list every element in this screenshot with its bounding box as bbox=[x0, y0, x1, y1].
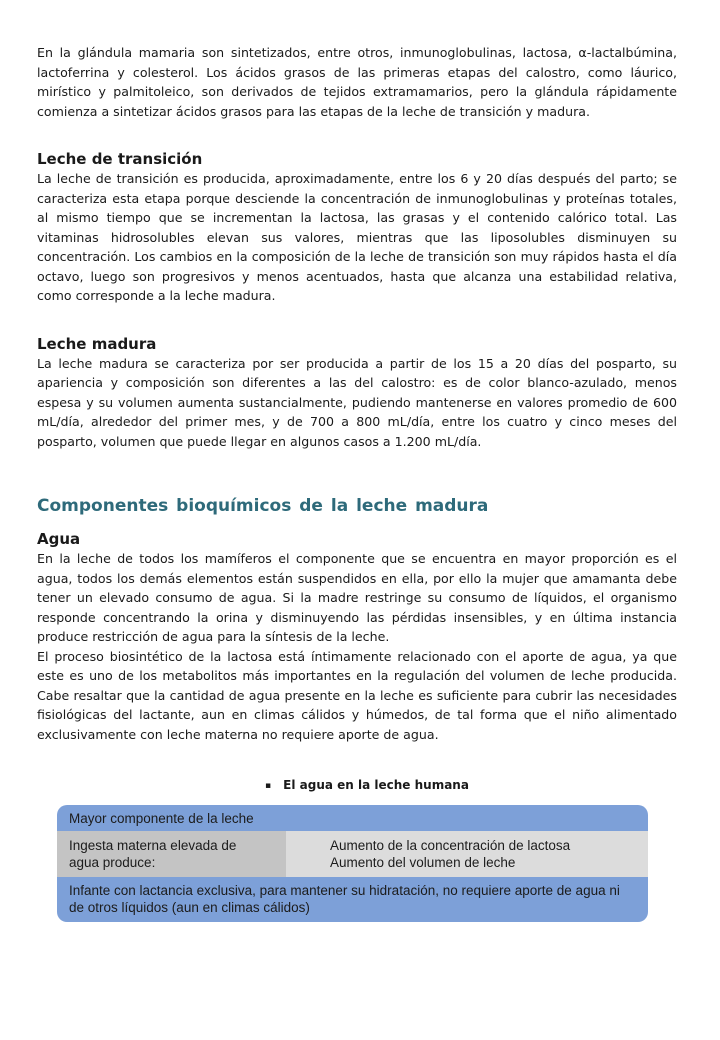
heading-leche-transicion: Leche de transición bbox=[37, 150, 203, 168]
table-cell bbox=[57, 831, 286, 877]
agua-paragraph-1: En la leche de todos los mamíferos el componente que se encuentra en mayor proporción es el agua, todos los demás elementos están suspendidos en ella, por ello la mujer que amamanta debe tener un elevado consumo de agua. Si la madre restringe su consumo de líquidos, el organismo responde concentrando la orina y disminuyendo las pérdidas insensibles, y en última instancia produce restricción de agua para la síntesis de la leche. bbox=[37, 551, 677, 644]
table-row bbox=[57, 831, 648, 877]
table-cell-line: Aumento de la concentración de lactosa bbox=[330, 838, 571, 853]
figure-caption bbox=[37, 778, 677, 792]
transicion-paragraph: La leche de transición es producida, aproximadamente, entre los 6 y 20 días después del parto; se caracteriza esta etapa porque desciende la concentración de inmunoglobulinas y proteínas totales, al mismo tiempo que se incrementan la lactosa, las grasas y el contenido calórico total. Las vitaminas hidrosolubles elevan sus valores, mientras que las liposolubles disminuyen su concentración. Los cambios en la composición de la leche de transición son muy rápidos hasta el día octavo, luego son progresivos y menos acentuados, hasta que alcanza una estabilidad relativa, como corresponde a la leche madura. bbox=[37, 171, 677, 303]
intro-paragraph: En la glándula mamaria son sintetizados, entre otros, inmunoglobulinas, lactosa, α-lactalbúmina, lactoferrina y colesterol. Los ácidos grasos de las primeras etapas del calostro, como láurico, mirístico y palmitoleico, son derivados de tejidos extramamarios, pero la glándula rápidamente comienza a sintetizar ácidos grasos para las etapas de la leche de transición y madura. bbox=[37, 45, 677, 119]
document-page bbox=[37, 43, 677, 922]
heading-agua: Agua bbox=[37, 530, 81, 548]
madura-paragraph: La leche madura se caracteriza por ser producida a partir de los 15 a 20 días del posparto, su apariencia y composición son diferentes a las del calostro: es de color blanco-azulado, menos espesa y su volumen aumenta sustancialmente, pudiendo mantenerse en valores promedio de 600 mL/día, alrededor del primer mes, y de 700 a 800 mL/día, entre los cuatro y cinco meses del posparto, volumen que puede llegar en algunos casos a 1.200 mL/día. bbox=[37, 355, 677, 449]
table-cell-line: Ingesta materna elevada de bbox=[69, 838, 237, 853]
figure-caption-text: El agua en la leche humana bbox=[283, 778, 469, 792]
table-row bbox=[57, 805, 648, 831]
table-cell-line: Infante con lactancia exclusiva, para mantener su hidratación, no requiere aporte de agua ni bbox=[69, 883, 620, 898]
agua-paragraph-2: El proceso biosintético de la lactosa está íntimamente relacionado con el aporte de agua, ya que este es uno de los metabolitos más importantes en la regulación del volumen de leche producida. Cabe resaltar que la cantidad de agua presente en la leche es suficiente para cubrir las necesidades fisiológicas del lactante, aun en climas cálidos y húmedos, de tal forma que el niño alimentado exclusivamente con leche materna no requiere aporte de agua. bbox=[37, 648, 677, 742]
table-row bbox=[57, 877, 648, 922]
table-cell bbox=[286, 831, 648, 877]
section-title-componentes: Componentes bioquímicos de la leche madura bbox=[37, 496, 489, 516]
table-cell-line: de otros líquidos (aun en climas cálidos) bbox=[69, 900, 310, 915]
bullet-icon: ▪ bbox=[265, 781, 272, 791]
table-cell: Mayor componente de la leche bbox=[69, 811, 254, 826]
agua-summary-table bbox=[57, 805, 648, 922]
heading-leche-madura: Leche madura bbox=[37, 334, 157, 353]
table-cell-line: agua produce: bbox=[69, 855, 156, 870]
table-cell-line: Aumento del volumen de leche bbox=[330, 855, 516, 870]
